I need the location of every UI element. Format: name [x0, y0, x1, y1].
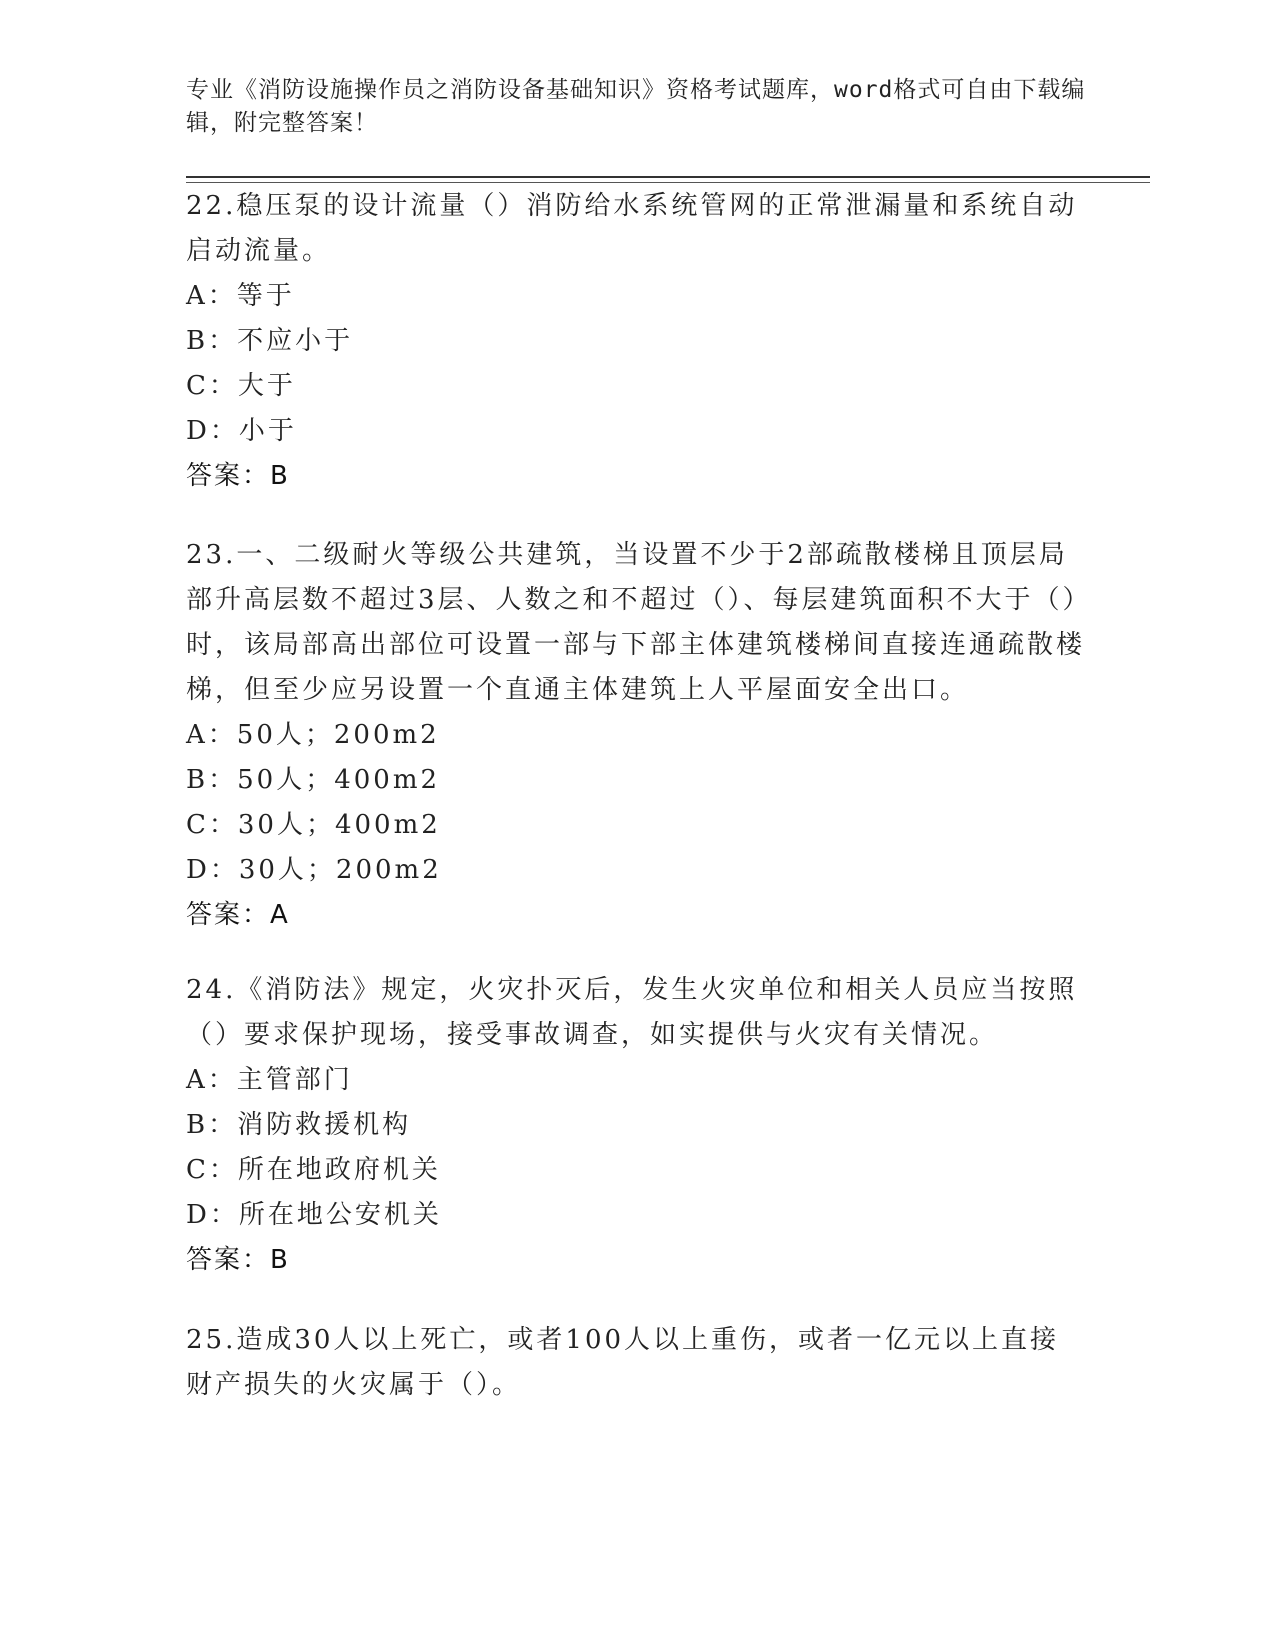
option-list: [186, 274, 1086, 454]
option-b: B：不应小于: [186, 326, 354, 356]
answer-label: 答案：B: [186, 461, 290, 491]
answer-label: 答案：A: [186, 900, 290, 930]
document-intro: 专业《消防设施操作员之消防设备基础知识》资格考试题库，word格式可自由下载编辑，附完整答案！: [186, 77, 1086, 136]
option-a: A：50人；200m2: [186, 720, 440, 750]
header-rule-thick: [186, 176, 1150, 178]
option-d: D：小于: [186, 416, 297, 446]
question-22: [186, 184, 1086, 499]
option-b: B：50人；400m2: [186, 765, 441, 795]
answer-label: 答案：B: [186, 1245, 290, 1275]
option-d: D：30人；200m2: [186, 855, 442, 885]
option-c: C：所在地政府机关: [186, 1155, 441, 1185]
question-stem: 23.一、二级耐火等级公共建筑，当设置不少于2部疏散楼梯且顶层局部升高层数不超过3层、人数之和不超过（）、每层建筑面积不大于（）时，该局部高出部位可设置一部与下部主体建筑楼梯间直接连通疏散楼梯，但至少应另设置一个直通主体建筑上人平屋面安全出口。: [186, 540, 1086, 705]
option-c: C：30人；400m2: [186, 810, 441, 840]
question-23: [186, 533, 1086, 938]
option-a: A：等于: [186, 281, 295, 311]
question-stem: 22.稳压泵的设计流量（）消防给水系统管网的正常泄漏量和系统自动启动流量。: [186, 191, 1078, 266]
question-24: [186, 968, 1086, 1283]
question-25: [186, 1318, 1086, 1408]
option-list: [186, 713, 1086, 893]
option-c: C：大于: [186, 371, 296, 401]
header-rule-thin: [186, 182, 1150, 183]
question-stem: 24.《消防法》规定，火灾扑灭后，发生火灾单位和相关人员应当按照（）要求保护现场，接受事故调查，如实提供与火灾有关情况。: [186, 975, 1078, 1050]
option-a: A：主管部门: [186, 1065, 353, 1095]
question-stem: 25.造成30人以上死亡，或者100人以上重伤，或者一亿元以上直接财产损失的火灾属于（）。: [186, 1325, 1060, 1400]
option-d: D：所在地公安机关: [186, 1200, 442, 1230]
option-b: B：消防救援机构: [186, 1110, 412, 1140]
option-list: [186, 1058, 1086, 1238]
